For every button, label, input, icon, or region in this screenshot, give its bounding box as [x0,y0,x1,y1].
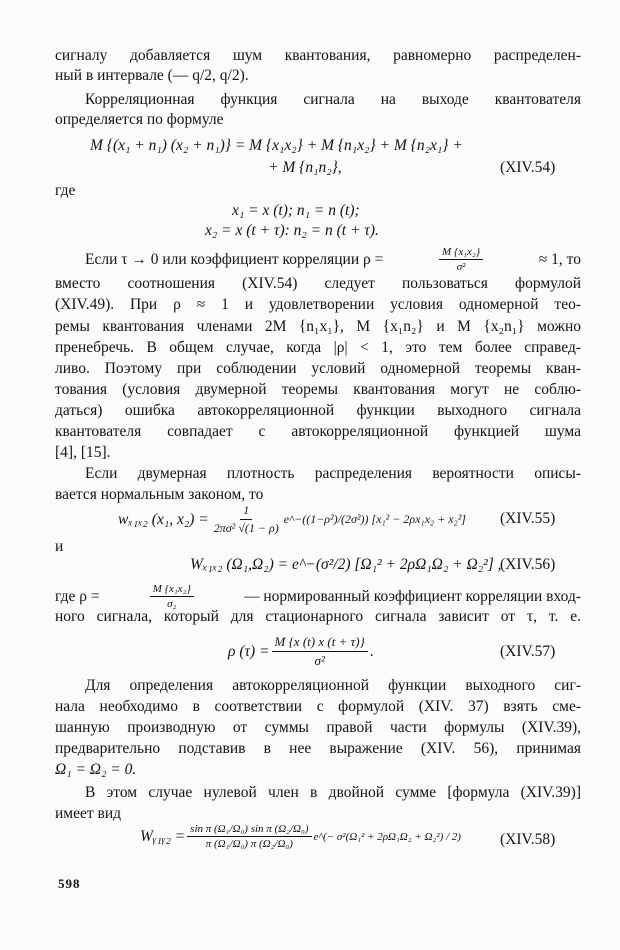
equation-label: (XIV.55) [500,510,556,527]
fraction-numerator: M {x (t) x (t + τ)} [272,634,368,652]
body-text-line: предварительно подставив в нее выражение (XIV. 56), принимая [55,740,581,757]
equation-label: (XIV.58) [500,831,556,848]
fraction-denominator: σ² [456,261,466,273]
equation-54-line1: M {(x₁ + n₁) (x₂ + n₁)} = M {x₁x₂} + M {n₁x₂} + M {n₂x₁} + [90,137,463,154]
fraction-denominator: σ² [314,653,325,668]
definition-line: x₁ = x (t); n₁ = n (t); [232,202,360,219]
fraction [187,823,311,850]
page-number: 598 [58,876,81,891]
body-text-line: шанную производную от суммы правой части формулы (XIV.39), [55,719,581,736]
body-text-line: ного сигнала, который для стационарного сигнала зависит от τ, т. е. [55,608,581,625]
body-text-line: ный в интервале (— q/2, q/2). [55,67,249,84]
fraction-numerator: sin π (Ω₁/Ω₀) sin π (Ω₂/Ω₀) [187,823,311,837]
body-text-line: Ω₁ = Ω₂ = 0. [55,761,137,778]
fraction [272,634,368,669]
body-text-line: Корреляционная функция сигнала на выходе квантователя [85,91,581,108]
equation-58 [140,823,461,850]
fraction-denominator: 2πσ² √(1 − ρ) [213,521,279,535]
body-text-line: ремы квантования членами 2M {n₁x₁}, M {x₁n₂} и M {x₂n₁} можно [55,318,581,335]
definition-line: x₂ = x (t + τ): n₂ = n (t + τ). [205,222,379,239]
fraction-numerator: 1 [240,503,252,520]
fraction-denominator: σ₂ [167,598,177,610]
text-fragment: ≈ 1, то [538,250,581,268]
body-text-line: (XIV.49). При ρ ≈ 1 и удовлетворении условия одномерной тео- [55,296,581,313]
equation-lhs: ρ (τ) = [228,642,270,660]
fraction [150,583,194,610]
period: . [369,642,374,660]
equation-57 [228,634,374,669]
text-fragment: Если τ → 0 или коэффициент корреляции ρ = [85,250,384,268]
equation-55 [118,503,466,536]
equation-56: Wₓ₁ₓ₂ (Ω₁,Ω₂) = e^−(σ²/2) [Ω₁² + 2ρΩ₁Ω₂ + Ω₂²] , [190,556,502,573]
equation-54-line2: + M {n₁n₂}, [268,159,342,176]
text-fragment: где ρ = [55,587,100,605]
body-text-line: сигналу добавляется шум квантования, равномерно распределен- [55,47,581,64]
fraction-denominator: π (Ω₁/Ω₀) π (Ω₂/Ω₀) [205,838,293,850]
body-text-line: даться) ошибка автокорреляционной функции выходного сигнала [55,402,581,419]
equation-label: (XIV.56) [500,556,556,573]
body-text-line [55,583,581,610]
body-text-line: вместо соотношения (XIV.54) следует пользоваться формулой [55,275,581,292]
body-text-line: и [55,538,64,555]
equation-label: (XIV.57) [500,643,556,660]
fraction [439,246,483,273]
body-text-line: вается нормальным законом, то [55,486,264,503]
body-text-line: где [55,182,76,199]
body-text-line: [4], [15]. [55,444,111,461]
fraction-numerator: M {x₁x₂} [439,246,483,260]
text-fragment: — нормированный коэффициент корреляции вход- [244,587,581,605]
fraction [211,503,282,536]
body-text-line: нала необходимо в соответствии с формулой (XIV. 37) взять сме- [55,698,581,715]
equation-exponent: e^−((1−ρ²)/(2σ²)) [x₁² − 2ρx₁x₂ + x₂²] [283,512,466,526]
equation-lhs: wₓ₁ₓ₂ (x₁, x₂) = [118,510,209,528]
fraction-numerator: M {x₁x₂} [150,583,194,597]
body-text-line: В этом случае нулевой член в двойной сумме [формула (XIV.39)] [85,784,581,801]
body-text-line: имеет вид [55,805,122,822]
body-text-line: квантователя совпадает с автокорреляционной функцией шума [55,423,581,440]
body-text-line: ливо. Поэтому при соблюдении условий одномерной теоремы кван- [55,360,581,377]
equation-label: (XIV.54) [500,159,556,176]
body-text-line [85,246,581,273]
body-text-line: Для определения автокорреляционной функции выходного сиг- [85,677,581,694]
body-text-line: пренебречь. В общем случае, когда |ρ| < 1, это тем более справед- [55,339,581,356]
body-text-line: тования (условия двумерной теоремы квантования могут не соблю- [55,381,581,398]
body-text-line: определяется по формуле [55,111,224,128]
equation-lhs: Wᵧ₁ᵧ₂ = [140,827,186,845]
body-text-line: Если двумерная плотность распределения вероятности описы- [85,465,581,482]
equation-exponent: e^(− σ²(Ω₁² + 2ρΩ₁Ω₂ + Ω₂²) / 2) [313,830,461,843]
